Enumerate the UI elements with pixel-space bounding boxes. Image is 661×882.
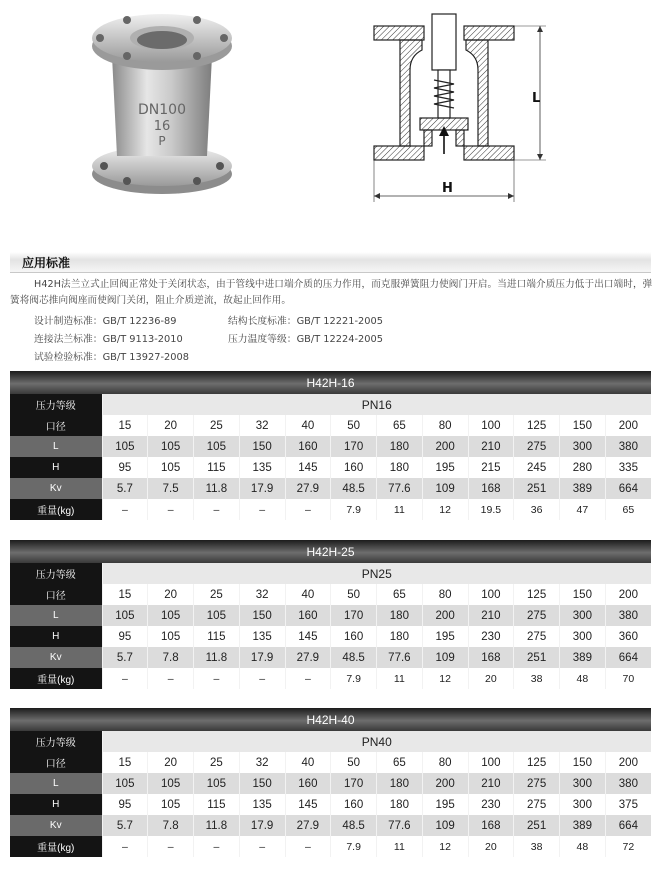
cell: 150	[560, 415, 606, 436]
cell: 105	[102, 773, 148, 794]
cell: 48	[560, 836, 606, 857]
cell: 105	[194, 436, 240, 457]
cell: 380	[605, 605, 651, 626]
cell: 375	[605, 794, 651, 815]
cell: 280	[560, 457, 606, 478]
row-label: Kv	[10, 815, 102, 836]
cell: 180	[377, 605, 423, 626]
standard-pressure-temp: 压力温度等级：GB/T 12224-2005	[228, 334, 383, 345]
cell: 27.9	[285, 478, 331, 499]
valve-product-photo	[82, 6, 242, 198]
pressure-value: PN16	[102, 394, 651, 415]
cell: 200	[422, 436, 468, 457]
cell: 300	[560, 436, 606, 457]
cell: 168	[468, 478, 514, 499]
cell: 180	[377, 626, 423, 647]
cell: 48.5	[331, 815, 377, 836]
cell: 12	[422, 836, 468, 857]
cell: 50	[331, 752, 377, 773]
cell: 80	[422, 752, 468, 773]
cell: 300	[560, 605, 606, 626]
cell: 5.7	[102, 478, 148, 499]
row-label: 口径	[10, 752, 102, 773]
row-label: 口径	[10, 415, 102, 436]
cell: 47	[560, 499, 606, 520]
row-label: Kv	[10, 478, 102, 499]
cell: 70	[605, 668, 651, 689]
marking-p: P	[158, 134, 166, 148]
cell: 135	[239, 626, 285, 647]
cell: 11	[377, 668, 423, 689]
cell: 17.9	[239, 478, 285, 499]
cell: 105	[194, 773, 240, 794]
cell: 200	[605, 752, 651, 773]
cell: 230	[468, 794, 514, 815]
cell: 200	[422, 773, 468, 794]
cell: 11	[377, 836, 423, 857]
cell: 95	[102, 794, 148, 815]
table-model-title: H42H-25	[10, 540, 651, 563]
cell: 80	[422, 415, 468, 436]
cell: 180	[377, 773, 423, 794]
cell: 25	[194, 415, 240, 436]
cell: 105	[102, 436, 148, 457]
cell: 40	[285, 415, 331, 436]
cell: 65	[377, 584, 423, 605]
cell: –	[102, 499, 148, 520]
cell: –	[285, 668, 331, 689]
dimension-l-label: L	[532, 91, 541, 106]
cell: 77.6	[377, 815, 423, 836]
cell: 160	[331, 794, 377, 815]
cell: 65	[605, 499, 651, 520]
cell: 300	[560, 773, 606, 794]
row-label: 重量(kg)	[10, 668, 102, 689]
cell: 95	[102, 626, 148, 647]
cell: 145	[285, 626, 331, 647]
cell: 195	[422, 626, 468, 647]
cell: 210	[468, 605, 514, 626]
cell: 380	[605, 773, 651, 794]
cell: 125	[514, 415, 560, 436]
cell: 40	[285, 584, 331, 605]
cell: 27.9	[285, 647, 331, 668]
cell: 180	[377, 794, 423, 815]
cell: 160	[285, 605, 331, 626]
pressure-label: 压力等级	[10, 731, 102, 752]
cell: 160	[285, 773, 331, 794]
cell: 15	[102, 584, 148, 605]
cell: 251	[514, 478, 560, 499]
cell: 20	[148, 415, 194, 436]
cell: 7.9	[331, 836, 377, 857]
cell: 389	[560, 815, 606, 836]
cell: 300	[560, 794, 606, 815]
cell: 105	[148, 457, 194, 478]
row-label: H	[10, 457, 102, 478]
cell: 150	[560, 584, 606, 605]
cell: 105	[148, 436, 194, 457]
cell: 168	[468, 815, 514, 836]
row-label: Kv	[10, 647, 102, 668]
cell: –	[285, 836, 331, 857]
cell: 48	[560, 668, 606, 689]
cell: 115	[194, 457, 240, 478]
cell: 160	[285, 436, 331, 457]
cell: 389	[560, 478, 606, 499]
cell: 20	[468, 836, 514, 857]
row-label: L	[10, 605, 102, 626]
standard-flange: 连接法兰标准：GB/T 9113-2010	[34, 334, 183, 345]
cell: 335	[605, 457, 651, 478]
cell: 170	[331, 436, 377, 457]
pressure-value: PN40	[102, 731, 651, 752]
cell: 25	[194, 584, 240, 605]
cell: 65	[377, 415, 423, 436]
standard-design: 设计制造标准：GB/T 12236-89	[34, 316, 177, 327]
cell: 38	[514, 668, 560, 689]
cell: 105	[148, 626, 194, 647]
cell: 150	[239, 773, 285, 794]
pressure-value: PN25	[102, 563, 651, 584]
cell: 115	[194, 794, 240, 815]
pressure-label: 压力等级	[10, 563, 102, 584]
cell: 210	[468, 773, 514, 794]
cell: 100	[468, 415, 514, 436]
cell: 25	[194, 752, 240, 773]
cell: 125	[514, 752, 560, 773]
cell: 19.5	[468, 499, 514, 520]
spec-table-h42h-25	[10, 540, 651, 689]
cell: 15	[102, 752, 148, 773]
table-model-title: H42H-16	[10, 371, 651, 394]
cell: 200	[605, 415, 651, 436]
cell: 20	[468, 668, 514, 689]
pressure-label: 压力等级	[10, 394, 102, 415]
cell: –	[102, 668, 148, 689]
cell: –	[102, 836, 148, 857]
cell: 145	[285, 457, 331, 478]
cell: 150	[560, 752, 606, 773]
cell: 7.9	[331, 499, 377, 520]
cell: 48.5	[331, 647, 377, 668]
cell: 275	[514, 436, 560, 457]
row-label: H	[10, 794, 102, 815]
cell: 20	[148, 584, 194, 605]
cell: 200	[605, 584, 651, 605]
standard-structure: 结构长度标准：GB/T 12221-2005	[228, 316, 383, 327]
section-title: 应用标准	[22, 256, 71, 270]
cell: 195	[422, 794, 468, 815]
cell: 17.9	[239, 647, 285, 668]
cell: –	[285, 499, 331, 520]
dimension-h-label: H	[442, 181, 453, 196]
cell: 7.9	[331, 668, 377, 689]
cell: 109	[422, 478, 468, 499]
cell: 17.9	[239, 815, 285, 836]
table-model-title: H42H-40	[10, 708, 651, 731]
cell: 38	[514, 836, 560, 857]
cell: 11.8	[194, 478, 240, 499]
cell: 105	[148, 794, 194, 815]
cell: 100	[468, 584, 514, 605]
cell: 5.7	[102, 647, 148, 668]
cell: 77.6	[377, 478, 423, 499]
cell: 80	[422, 584, 468, 605]
cell: 664	[605, 478, 651, 499]
cell: 77.6	[377, 647, 423, 668]
row-label: H	[10, 626, 102, 647]
cell: 7.5	[148, 478, 194, 499]
cell: 150	[239, 605, 285, 626]
cell: 12	[422, 668, 468, 689]
cell: 389	[560, 647, 606, 668]
cell: –	[239, 499, 285, 520]
cell: –	[194, 836, 240, 857]
cell: 48.5	[331, 478, 377, 499]
cell: 380	[605, 436, 651, 457]
cell: 210	[468, 436, 514, 457]
cell: –	[239, 668, 285, 689]
row-label: L	[10, 773, 102, 794]
cell: 7.8	[148, 647, 194, 668]
cell: 230	[468, 626, 514, 647]
cell: 664	[605, 815, 651, 836]
cell: 15	[102, 415, 148, 436]
cell: 275	[514, 605, 560, 626]
cell: 251	[514, 647, 560, 668]
cell: 7.8	[148, 815, 194, 836]
cell: 27.9	[285, 815, 331, 836]
cell: 105	[194, 605, 240, 626]
spec-table-h42h-16	[10, 371, 651, 520]
cell: 135	[239, 794, 285, 815]
cell: 5.7	[102, 815, 148, 836]
cell: 109	[422, 815, 468, 836]
cell: 168	[468, 647, 514, 668]
cell: 115	[194, 626, 240, 647]
cell: 20	[148, 752, 194, 773]
cell: 251	[514, 815, 560, 836]
section-description: H42H法兰立式止回阀正常处于关闭状态，由于管线中进口端介质的压力作用，而克服弹簧阻力使阀门开启。当进口端介质压力低于出口端时，弹簧将阀芯推向阀座而使阀门关闭，阻止介质逆流，故起止回作用。	[10, 279, 653, 306]
cell: 11	[377, 499, 423, 520]
cell: 245	[514, 457, 560, 478]
cell: 300	[560, 626, 606, 647]
cell: 105	[148, 773, 194, 794]
cell: –	[194, 499, 240, 520]
cell: 215	[468, 457, 514, 478]
cell: 664	[605, 647, 651, 668]
cell: 275	[514, 773, 560, 794]
cell: 65	[377, 752, 423, 773]
cell: 195	[422, 457, 468, 478]
cell: 40	[285, 752, 331, 773]
cell: 50	[331, 584, 377, 605]
cell: 36	[514, 499, 560, 520]
cell: 72	[605, 836, 651, 857]
cell: –	[239, 836, 285, 857]
cell: 100	[468, 752, 514, 773]
cell: 12	[422, 499, 468, 520]
valve-section-drawing	[360, 10, 560, 206]
cell: 150	[239, 436, 285, 457]
cell: 275	[514, 794, 560, 815]
spec-table-h42h-40	[10, 708, 651, 857]
marking-pressure: 16	[153, 119, 171, 134]
cell: 11.8	[194, 815, 240, 836]
cell: 360	[605, 626, 651, 647]
cell: 170	[331, 605, 377, 626]
row-label: L	[10, 436, 102, 457]
cell: 32	[239, 415, 285, 436]
standard-test: 试验检验标准：GB/T 13927-2008	[34, 352, 189, 363]
cell: 32	[239, 584, 285, 605]
cell: 125	[514, 584, 560, 605]
cell: –	[148, 499, 194, 520]
cell: –	[194, 668, 240, 689]
cell: 32	[239, 752, 285, 773]
cell: 200	[422, 605, 468, 626]
row-label: 重量(kg)	[10, 836, 102, 857]
cell: 145	[285, 794, 331, 815]
cell: 109	[422, 647, 468, 668]
row-label: 口径	[10, 584, 102, 605]
cell: –	[148, 668, 194, 689]
cell: 180	[377, 436, 423, 457]
cell: 170	[331, 773, 377, 794]
cell: 180	[377, 457, 423, 478]
cell: 135	[239, 457, 285, 478]
cell: 275	[514, 626, 560, 647]
cell: 105	[102, 605, 148, 626]
marking-size: DN100	[138, 102, 186, 118]
cell: 95	[102, 457, 148, 478]
section-header	[10, 252, 651, 273]
cell: 105	[148, 605, 194, 626]
cell: –	[148, 836, 194, 857]
cell: 11.8	[194, 647, 240, 668]
cell: 160	[331, 457, 377, 478]
row-label: 重量(kg)	[10, 499, 102, 520]
cell: 50	[331, 415, 377, 436]
cell: 160	[331, 626, 377, 647]
